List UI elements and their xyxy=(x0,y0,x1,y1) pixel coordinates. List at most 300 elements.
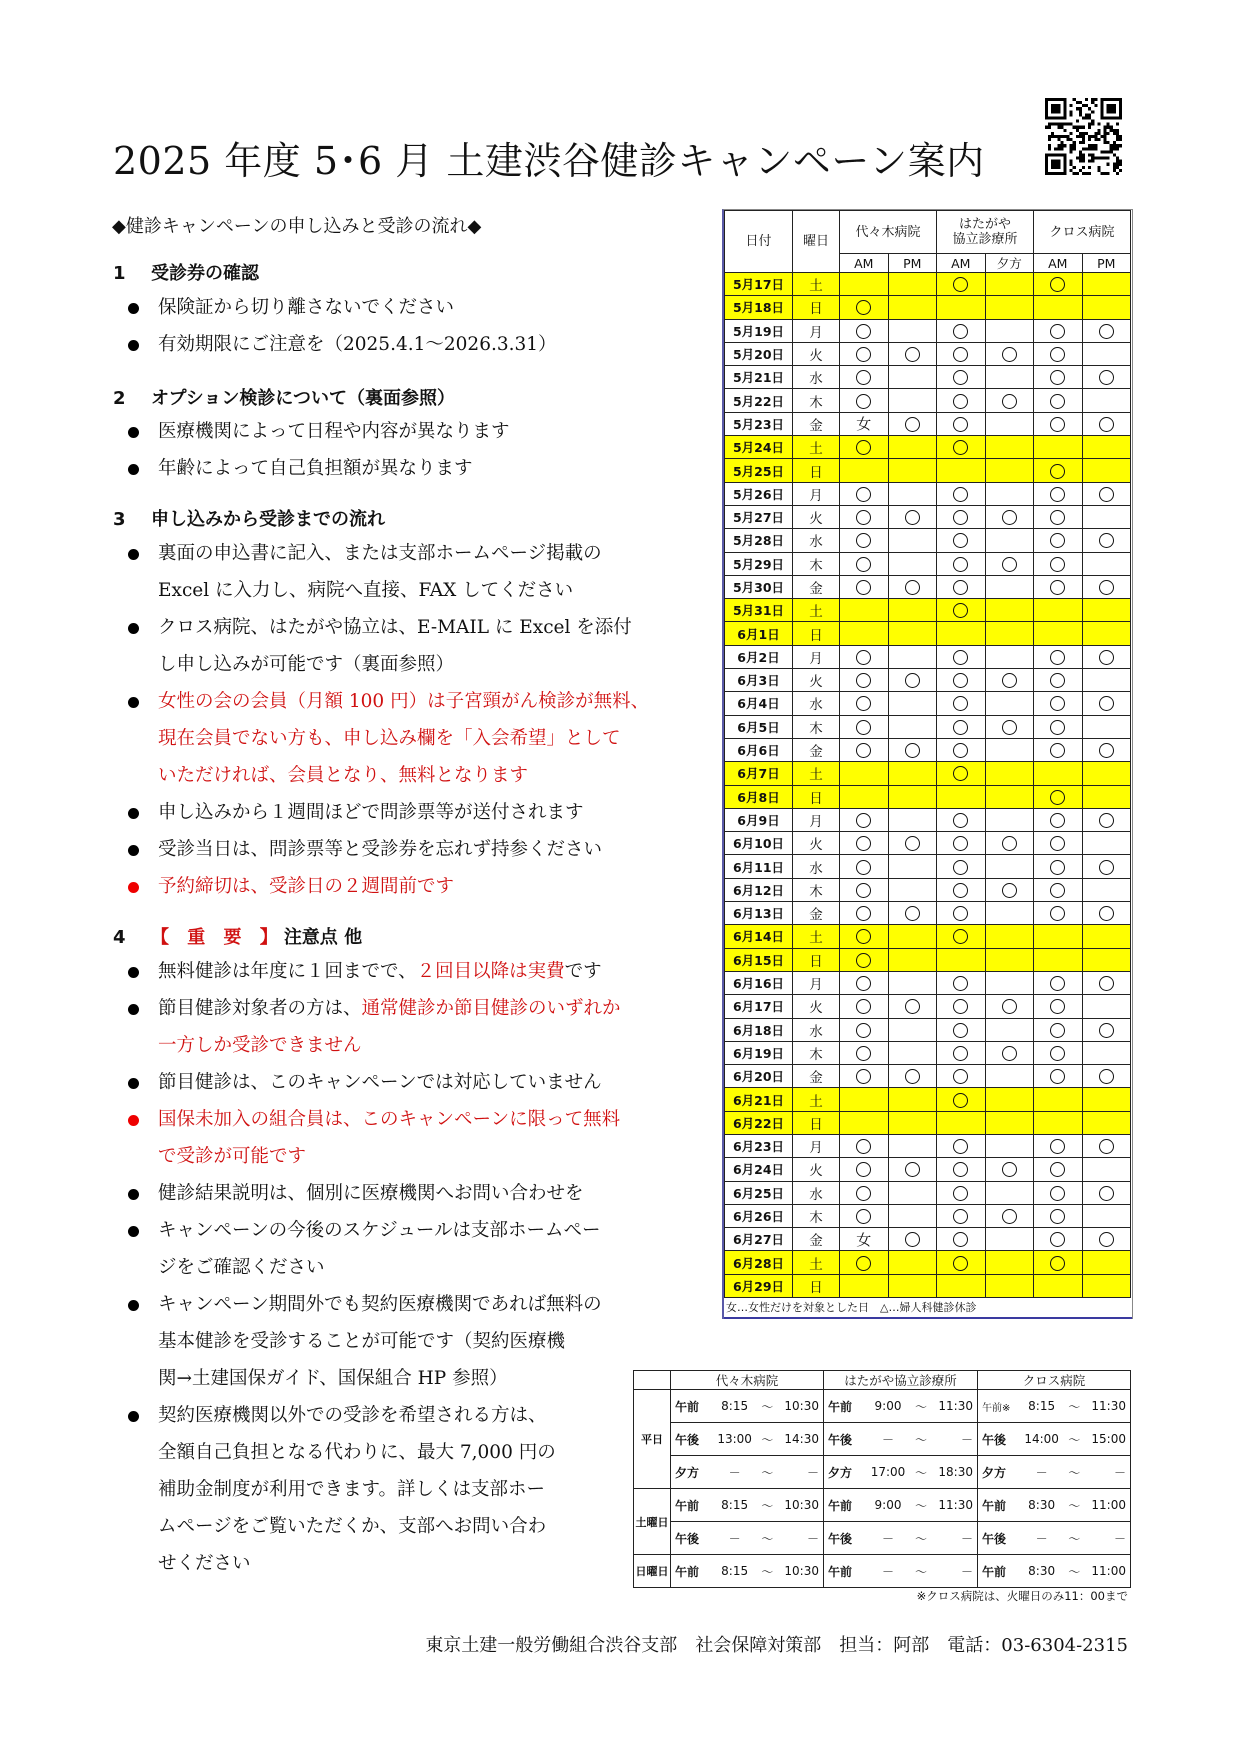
end-time: 18:30 xyxy=(938,1465,973,1479)
available-circle-icon xyxy=(953,1232,968,1247)
available-circle-icon xyxy=(953,720,968,735)
slot-cell xyxy=(1082,738,1131,761)
schedule-row xyxy=(725,925,1131,948)
text-line: で受診が可能です xyxy=(158,1146,307,1167)
available-circle-icon xyxy=(1050,1162,1065,1177)
slot-cell xyxy=(985,1204,1034,1227)
weekday-cell: 木 xyxy=(793,389,840,412)
date-cell: 6月19日 xyxy=(725,1041,793,1064)
date-cell: 6月16日 xyxy=(725,971,793,994)
available-circle-icon xyxy=(953,417,968,432)
weekday-cell: 月 xyxy=(793,319,840,342)
weekday-cell: 日 xyxy=(793,1274,840,1297)
available-circle-icon xyxy=(953,929,968,944)
available-circle-icon xyxy=(856,860,871,875)
tilde: ～ xyxy=(1068,1564,1081,1579)
bullet-dot-icon xyxy=(128,1004,139,1015)
slot-cell xyxy=(840,832,889,855)
section-title: 申し込みから受診までの流れ xyxy=(151,509,385,530)
available-circle-icon xyxy=(1050,673,1065,688)
available-circle-icon xyxy=(1050,464,1065,479)
text-line xyxy=(158,953,602,990)
slot-cell xyxy=(1034,855,1083,878)
hours-table xyxy=(633,1370,1131,1588)
bullet-text xyxy=(158,1212,601,1286)
section-title: 注意点 他 xyxy=(283,927,363,948)
schedule-row xyxy=(725,692,1131,715)
schedule-row xyxy=(725,389,1131,412)
slot-header: AM xyxy=(937,254,986,273)
slot-cell xyxy=(1034,622,1083,645)
weekday-cell: 火 xyxy=(793,995,840,1018)
slot-cell xyxy=(937,855,986,878)
schedule-row xyxy=(725,342,1131,365)
slot-cell xyxy=(1082,622,1131,645)
day-type-label: 平日 xyxy=(634,1390,671,1489)
slot-cell xyxy=(937,1274,986,1297)
available-circle-icon xyxy=(1050,533,1065,548)
weekday-cell: 日 xyxy=(793,459,840,482)
lead-heading: ◆健診キャンペーンの申し込みと受診の流れ◆ xyxy=(112,216,482,237)
available-circle-icon xyxy=(1050,1023,1065,1038)
slot-cell xyxy=(1082,925,1131,948)
slot-cell xyxy=(840,1018,889,1041)
available-circle-icon xyxy=(953,533,968,548)
available-circle-icon xyxy=(856,440,871,455)
slot-cell xyxy=(985,622,1034,645)
hours-cell xyxy=(978,1390,1131,1423)
slot-cell xyxy=(985,832,1034,855)
bullet-dot-icon xyxy=(128,882,139,893)
bullet-text xyxy=(158,794,584,831)
slot-cell xyxy=(888,1065,937,1088)
slot-cell xyxy=(985,482,1034,505)
schedule-row xyxy=(725,505,1131,528)
slot-cell xyxy=(1082,762,1131,785)
schedule-table xyxy=(722,209,1133,1319)
date-cell: 5月30日 xyxy=(725,575,793,598)
schedule-row xyxy=(725,366,1131,389)
text-line: ムページをご覧いただくか、支部へお問い合わ xyxy=(158,1516,547,1537)
slot-cell xyxy=(888,529,937,552)
text-line: 節目健診は、このキャンペーンでは対応していません xyxy=(158,1072,602,1093)
slot-cell xyxy=(937,832,986,855)
slot-cell xyxy=(888,995,937,1018)
available-circle-icon xyxy=(1002,673,1017,688)
weekday-cell: 木 xyxy=(793,1204,840,1227)
period-label: 夕方 xyxy=(982,1465,1007,1480)
slot-header: 夕方 xyxy=(985,254,1034,273)
slot-cell xyxy=(937,878,986,901)
date-cell: 6月6日 xyxy=(725,738,793,761)
available-circle-icon xyxy=(905,580,920,595)
weekday-cell: 土 xyxy=(793,436,840,459)
slot-cell xyxy=(985,342,1034,365)
available-circle-icon xyxy=(1050,836,1065,851)
date-cell: 5月17日 xyxy=(725,273,793,296)
start-time: 8:15 xyxy=(721,1564,749,1578)
date-cell: 6月2日 xyxy=(725,645,793,668)
available-circle-icon xyxy=(856,394,871,409)
text-line: ジをご確認ください xyxy=(158,1257,325,1278)
footer-contact: 東京土建一般労働組合渋谷支部 社会保障対策部 担当：阿部 電話：03-6304-2315 xyxy=(425,1635,1128,1656)
available-circle-icon xyxy=(1050,883,1065,898)
text-line: 健診結果説明は、個別に医療機関へお問い合わせを xyxy=(158,1183,584,1204)
hours-cell xyxy=(978,1555,1131,1588)
text-part: 無料健診は年度に１回までで、 xyxy=(158,961,417,982)
slot-header: AM xyxy=(1034,254,1083,273)
available-circle-icon xyxy=(1050,394,1065,409)
slot-cell xyxy=(985,505,1034,528)
weekday-cell: 月 xyxy=(793,808,840,831)
available-circle-icon xyxy=(1002,557,1017,572)
slot-cell xyxy=(840,645,889,668)
period-label: 午前 xyxy=(982,1564,1007,1579)
text-part: です xyxy=(564,961,602,982)
bullet-text xyxy=(158,289,454,326)
slot-cell xyxy=(985,1228,1034,1251)
weekday-cell: 日 xyxy=(793,785,840,808)
available-circle-icon xyxy=(856,1186,871,1201)
slot-cell xyxy=(985,785,1034,808)
slot-cell xyxy=(840,995,889,1018)
slot-cell xyxy=(1034,552,1083,575)
text-part: 節目健診対象者の方は、 xyxy=(158,998,362,1019)
slot-cell xyxy=(840,925,889,948)
schedule-row xyxy=(725,1251,1131,1274)
slot-cell xyxy=(1034,808,1083,831)
time-slot xyxy=(675,1398,819,1415)
available-circle-icon xyxy=(953,557,968,572)
slot-cell xyxy=(985,529,1034,552)
slot-cell xyxy=(840,1204,889,1227)
slot-cell xyxy=(1034,273,1083,296)
slot-cell xyxy=(1034,599,1083,622)
slot-cell xyxy=(937,925,986,948)
date-cell: 5月22日 xyxy=(725,389,793,412)
bullet-text xyxy=(158,953,602,990)
start-time: － xyxy=(881,1432,894,1447)
weekday-cell: 木 xyxy=(793,878,840,901)
slot-cell xyxy=(840,669,889,692)
date-cell: 6月17日 xyxy=(725,995,793,1018)
slot-cell xyxy=(888,669,937,692)
end-time: 11:00 xyxy=(1091,1498,1126,1512)
available-circle-icon xyxy=(953,836,968,851)
slot-cell xyxy=(937,762,986,785)
period-label: 午前 xyxy=(828,1399,853,1414)
slot-cell xyxy=(985,319,1034,342)
text-part: 年齢によって自己負担額が異なります xyxy=(158,458,473,479)
date-cell: 6月21日 xyxy=(725,1088,793,1111)
available-circle-icon xyxy=(1099,580,1114,595)
date-cell: 6月28日 xyxy=(725,1251,793,1274)
slot-cell xyxy=(888,762,937,785)
available-circle-icon xyxy=(953,1186,968,1201)
available-circle-icon xyxy=(953,813,968,828)
slot-cell xyxy=(1082,366,1131,389)
time-slot xyxy=(828,1530,973,1547)
available-circle-icon xyxy=(856,1139,871,1154)
slot-cell xyxy=(1034,1204,1083,1227)
schedule-row xyxy=(725,1228,1131,1251)
date-cell: 6月7日 xyxy=(725,762,793,785)
available-circle-icon xyxy=(1002,394,1017,409)
slot-cell xyxy=(985,296,1034,319)
weekday-cell: 月 xyxy=(793,1134,840,1157)
important-label: 【 重 要 】 xyxy=(151,927,284,948)
slot-cell xyxy=(1034,832,1083,855)
available-circle-icon xyxy=(1002,1046,1017,1061)
date-cell: 5月23日 xyxy=(725,412,793,435)
bullet-text xyxy=(158,1064,602,1101)
slot-cell xyxy=(1082,1041,1131,1064)
slot-cell xyxy=(888,622,937,645)
available-circle-icon xyxy=(905,999,920,1014)
start-time: 17:00 xyxy=(870,1465,906,1479)
slot-cell xyxy=(1034,389,1083,412)
weekday-cell: 金 xyxy=(793,1228,840,1251)
slot-cell xyxy=(888,1088,937,1111)
slot-cell xyxy=(840,1088,889,1111)
slot-cell xyxy=(1082,459,1131,482)
start-time: 9:00 xyxy=(874,1498,902,1512)
tilde: ～ xyxy=(1068,1432,1081,1447)
slot-cell xyxy=(1034,1065,1083,1088)
available-circle-icon xyxy=(1050,976,1065,991)
slot-cell xyxy=(840,482,889,505)
schedule-row xyxy=(725,622,1131,645)
date-cell: 6月1日 xyxy=(725,622,793,645)
schedule-row xyxy=(725,1274,1131,1297)
schedule-row xyxy=(725,273,1131,296)
start-time: 13:00 xyxy=(717,1432,752,1446)
weekday-cell: 金 xyxy=(793,575,840,598)
slot-cell xyxy=(1082,855,1131,878)
bullet-text xyxy=(158,413,510,450)
slot-cell xyxy=(1034,902,1083,925)
schedule-row xyxy=(725,1134,1131,1157)
schedule-row xyxy=(725,529,1131,552)
slot-cell xyxy=(937,412,986,435)
date-cell: 6月3日 xyxy=(725,669,793,692)
col-weekday: 曜日 xyxy=(793,211,840,273)
available-circle-icon xyxy=(953,906,968,921)
available-circle-icon xyxy=(1099,370,1114,385)
slot-cell xyxy=(888,902,937,925)
hours-cell xyxy=(824,1555,978,1588)
schedule-row xyxy=(725,412,1131,435)
hours-corner xyxy=(634,1371,671,1390)
text-line: Excel に入力し、病院へ直接、FAX してください xyxy=(158,580,574,601)
slot-cell xyxy=(937,995,986,1018)
tilde: ～ xyxy=(1068,1498,1081,1513)
bullet-dot-icon xyxy=(128,1300,139,1311)
hours-cell xyxy=(671,1522,824,1555)
slot-cell xyxy=(1034,1018,1083,1041)
date-cell: 5月20日 xyxy=(725,342,793,365)
available-circle-icon xyxy=(1050,557,1065,572)
date-cell: 6月9日 xyxy=(725,808,793,831)
available-circle-icon xyxy=(1099,650,1114,665)
tilde: ～ xyxy=(761,1399,774,1414)
schedule-row xyxy=(725,1158,1131,1181)
slot-cell xyxy=(985,1181,1034,1204)
slot-cell xyxy=(1034,925,1083,948)
slot-cell xyxy=(840,785,889,808)
slot-cell xyxy=(1034,319,1083,342)
slot-cell xyxy=(985,366,1034,389)
weekday-cell: 水 xyxy=(793,692,840,715)
slot-cell xyxy=(888,482,937,505)
text-line: 裏面の申込書に記入、または支部ホームページ掲載の xyxy=(158,543,602,564)
slot-cell xyxy=(937,342,986,365)
weekday-cell: 火 xyxy=(793,505,840,528)
slot-cell xyxy=(1082,436,1131,459)
available-circle-icon xyxy=(905,347,920,362)
slot-cell xyxy=(985,692,1034,715)
slot-cell xyxy=(985,925,1034,948)
bullet-dot-icon xyxy=(128,1078,139,1089)
slot-cell xyxy=(1034,342,1083,365)
slot-cell xyxy=(888,1251,937,1274)
col-date: 日付 xyxy=(725,211,793,273)
slot-cell xyxy=(888,389,937,412)
available-circle-icon xyxy=(953,976,968,991)
start-time: － xyxy=(728,1531,741,1546)
slot-cell xyxy=(1034,1088,1083,1111)
available-circle-icon xyxy=(953,673,968,688)
slot-cell xyxy=(1082,296,1131,319)
hours-hospital-yoyogi: 代々木病院 xyxy=(671,1371,824,1390)
date-cell: 6月27日 xyxy=(725,1228,793,1251)
slot-cell xyxy=(840,459,889,482)
slot-cell xyxy=(937,482,986,505)
available-circle-icon xyxy=(953,394,968,409)
schedule-row xyxy=(725,1041,1131,1064)
slot-cell xyxy=(1082,995,1131,1018)
slot-cell xyxy=(937,715,986,738)
available-circle-icon xyxy=(856,953,871,968)
text-line: 一方しか受診できません xyxy=(158,1035,362,1056)
slot-cell xyxy=(1082,1181,1131,1204)
weekday-cell: 水 xyxy=(793,1181,840,1204)
slot-cell xyxy=(1082,319,1131,342)
available-circle-icon xyxy=(953,580,968,595)
slot-cell xyxy=(937,785,986,808)
slot-cell xyxy=(937,1204,986,1227)
slot-cell xyxy=(1082,902,1131,925)
available-circle-icon xyxy=(856,999,871,1014)
bullet-text xyxy=(158,1101,620,1175)
slot-cell xyxy=(985,412,1034,435)
period-label: 午後 xyxy=(828,1531,853,1546)
schedule-legend: 女…女性だけを対象とした日 △…婦人科健診休診 xyxy=(724,1298,1132,1319)
available-circle-icon xyxy=(1099,1232,1114,1247)
slot-cell xyxy=(1082,785,1131,808)
slot-cell xyxy=(1034,296,1083,319)
col-hospital-hatagaya: はたがや 協立診療所 xyxy=(937,211,1034,254)
date-cell: 6月18日 xyxy=(725,1018,793,1041)
period-label: 午後 xyxy=(982,1531,1007,1546)
bullet-dot-icon xyxy=(128,967,139,978)
slot-cell xyxy=(937,948,986,971)
slot-cell xyxy=(840,1228,889,1251)
available-circle-icon xyxy=(856,510,871,525)
weekday-cell: 火 xyxy=(793,1158,840,1181)
slot-cell xyxy=(1034,1111,1083,1134)
available-circle-icon xyxy=(1050,1069,1065,1084)
slot-cell xyxy=(1034,738,1083,761)
slot-cell xyxy=(1082,808,1131,831)
schedule-row xyxy=(725,669,1131,692)
bullet-text xyxy=(158,683,649,794)
slot-cell xyxy=(985,762,1034,785)
slot-cell xyxy=(840,552,889,575)
section-number: 2 xyxy=(113,388,126,409)
slot-cell xyxy=(985,1018,1034,1041)
time-slot xyxy=(675,1497,819,1514)
slot-cell xyxy=(985,1274,1034,1297)
slot-cell xyxy=(985,902,1034,925)
slot-cell xyxy=(1082,1088,1131,1111)
slot-cell xyxy=(840,366,889,389)
slot-cell xyxy=(937,599,986,622)
slot-cell xyxy=(888,785,937,808)
tilde: ～ xyxy=(914,1465,927,1480)
end-time: 11:00 xyxy=(1091,1564,1126,1578)
slot-cell xyxy=(1034,366,1083,389)
slot-cell xyxy=(888,1134,937,1157)
available-circle-icon xyxy=(856,487,871,502)
slot-cell xyxy=(888,1158,937,1181)
col-hospital-yoyogi: 代々木病院 xyxy=(840,211,937,254)
slot-cell xyxy=(1034,412,1083,435)
slot-cell xyxy=(1082,529,1131,552)
weekday-cell: 日 xyxy=(793,622,840,645)
text-line: 補助金制度が利用できます。詳しくは支部ホー xyxy=(158,1479,546,1500)
slot-cell xyxy=(937,1088,986,1111)
bullet-text xyxy=(158,1175,584,1212)
available-circle-icon xyxy=(1050,906,1065,921)
available-circle-icon xyxy=(856,1023,871,1038)
hours-cell xyxy=(978,1489,1131,1522)
available-circle-icon xyxy=(856,300,871,315)
available-circle-icon xyxy=(856,1069,871,1084)
section-heading xyxy=(113,505,385,531)
date-cell: 5月24日 xyxy=(725,436,793,459)
slot-cell xyxy=(1034,1228,1083,1251)
date-cell: 6月14日 xyxy=(725,925,793,948)
slot-cell xyxy=(937,1228,986,1251)
bullet-text xyxy=(158,990,621,1064)
available-circle-icon xyxy=(953,1139,968,1154)
slot-cell xyxy=(888,878,937,901)
available-circle-icon xyxy=(856,883,871,898)
hours-row xyxy=(634,1456,1131,1489)
available-circle-icon xyxy=(1050,1139,1065,1154)
slot-cell xyxy=(937,366,986,389)
schedule-row xyxy=(725,902,1131,925)
slot-cell xyxy=(840,762,889,785)
slot-cell xyxy=(888,436,937,459)
slot-cell xyxy=(1082,389,1131,412)
weekday-cell: 月 xyxy=(793,482,840,505)
slot-cell xyxy=(985,715,1034,738)
end-time: 10:30 xyxy=(784,1564,819,1578)
slot-cell xyxy=(985,599,1034,622)
slot-cell xyxy=(1082,669,1131,692)
